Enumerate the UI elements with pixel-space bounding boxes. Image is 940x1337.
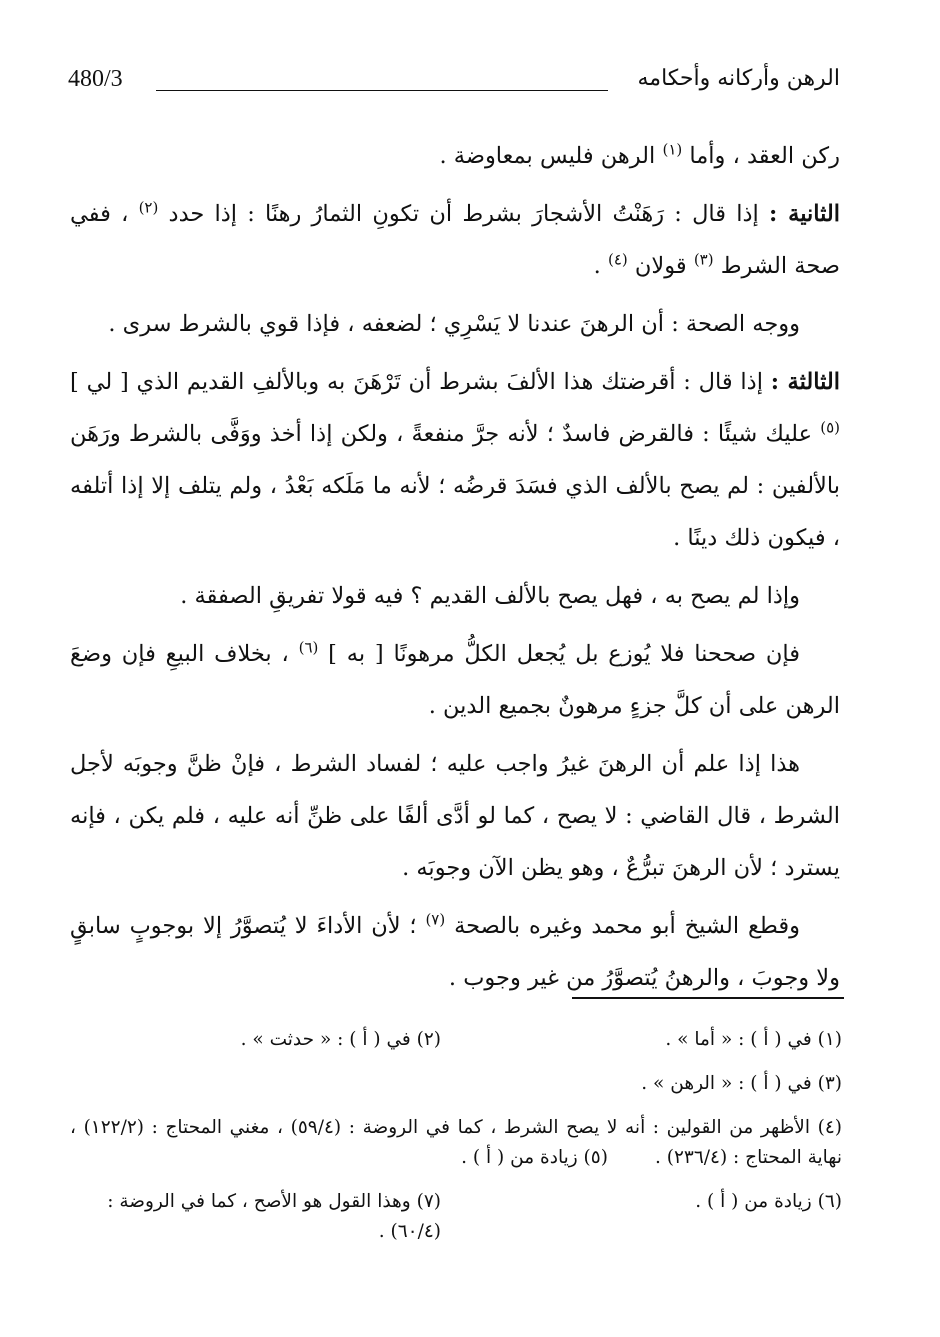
section-label: الثالثة :	[770, 369, 840, 395]
running-title: الرهن وأركانه وأحكامه	[637, 66, 840, 91]
footnote-6: (٦) زيادة من ( أ ) .	[695, 1191, 842, 1212]
text-segment: ركن العقد ، وأما	[689, 143, 840, 169]
footnote-marker: (٣)	[693, 250, 714, 269]
header-rule	[156, 90, 608, 91]
footnote-marker: (٧)	[425, 910, 446, 929]
footnote-7: (٧) وهذا القول هو الأصح ، كما في الروضة : (٦٠/٤) .	[107, 1191, 441, 1242]
footnotes	[70, 1025, 842, 1261]
paragraph-4	[70, 356, 840, 564]
footnote-row	[70, 1187, 842, 1247]
paragraph-7: هذا إذا علم أن الرهنَ غيرُ واجب عليه ؛ لفساد الشرط ، فإنْ ظنَّ وجوبَه لأجل الشرط ، قال القاضي : لا يصح ، كما لو أدَّى ألفًا على ظنِّ أنه عليه ، فلم يكن ، فإنه يسترد ؛ لأن الرهنَ تبرُّعٌ ، وهو يظن الآن وجوبَه .	[70, 751, 840, 881]
footnote-1: (١) في ( أ ) : « أما » .	[665, 1029, 842, 1050]
footnote-5: (٥) زيادة من ( أ ) .	[461, 1147, 608, 1168]
text-segment: وقطع الشيخ أبو محمد وغيره بالصحة	[454, 913, 801, 939]
text-segment: الرهن فليس بمعاوضة .	[439, 143, 656, 169]
footnote-row	[70, 1069, 842, 1099]
footnote-2: (٢) في ( أ ) : « حدثت » .	[240, 1029, 441, 1050]
text-segment: .	[593, 253, 601, 279]
paragraph-5: وإذا لم يصح به ، فهل يصح بالألف القديم ؟ فيه قولا تفريقِ الصفقة .	[180, 583, 800, 609]
footnote-3: (٣) في ( أ ) : « الرهن » .	[641, 1073, 842, 1094]
footnote-marker: (٥)	[820, 418, 840, 437]
footnote-4	[70, 1113, 842, 1173]
text-segment: ، بخلاف البيعِ فإن وضعَ الرهن على أن كلَّ جزءٍ مرهونٌ بجميع الدين .	[70, 641, 840, 719]
text-segment: قولان	[634, 253, 687, 279]
footnote-4-text: (٤) الأظهر من القولين : أنه لا يصح الشرط ، كما في الروضة : (٥٩/٤) ، مغني المحتاج : (١٢٢/٢) ، نهاية المحتاج : (٢٣٦/٤) .	[70, 1117, 842, 1168]
footnote-marker: (٤)	[607, 250, 628, 269]
paragraph-6	[70, 628, 840, 732]
section-label: الثانية :	[768, 201, 841, 227]
text-segment: ، ففي صحة الشرط	[70, 201, 840, 279]
text-segment: عليك شيئًا : فالقرض فاسدٌ ؛ لأنه جرَّ منفعةً ، ولكن إذا أخذ ووَفَّى بالشرط ورَهَن بالألفين : لم يصح بالألف الذي فسَدَ قرضُه ؛ لأنه ما مَلَكه بَعْدُ ، ولم يتلف إلا إذا أتلفه ، فيكون ذلك دينًا .	[70, 421, 840, 551]
text-segment: إذا قال : رَهَنْتُ الأشجارَ بشرط أن تكونِ الثمارُ رهنًا : إذا حدد	[168, 201, 759, 227]
text-segment: إذا قال : أقرضتك هذا الألفَ بشرط أن تَرْهَنَ به وبالألفِ القديم الذي [ لي ]	[70, 369, 763, 395]
footnote-marker: (٢)	[138, 198, 159, 217]
footnote-marker: (٦)	[298, 638, 319, 657]
paragraph-1	[70, 130, 840, 182]
paragraph-2	[70, 188, 840, 292]
text-segment: ؛ لأن الأداءَ لا يُتصوَّرُ إلا بوجوبٍ سابقٍ ولا وجوبَ ، والرهنُ يُتصوَّرُ من غير وجوب .	[70, 913, 840, 991]
paragraph-8	[70, 900, 840, 1004]
footnote-marker: (١)	[662, 140, 683, 159]
footnote-separator	[572, 997, 844, 999]
paragraph-3: ووجه الصحة : أن الرهنَ عندنا لا يَسْرِي ؛ لضعفه ، فإذا قوي بالشرط سرى .	[108, 311, 800, 337]
text-segment: فإن صححنا فلا يُوزع بل يُجعل الكلُّ مرهونًا [ به ]	[328, 641, 801, 667]
page-number: 480/3	[68, 66, 123, 92]
main-text	[70, 130, 840, 1010]
footnote-row	[70, 1025, 842, 1055]
page-header	[68, 66, 840, 106]
